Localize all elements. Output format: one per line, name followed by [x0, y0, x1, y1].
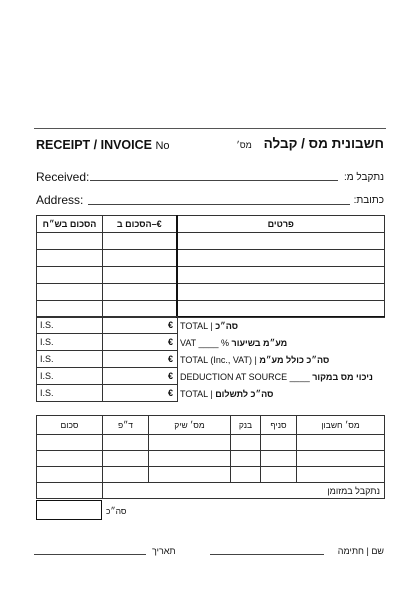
items-table [36, 215, 385, 318]
received-label-he: נתקבל מ: [343, 172, 384, 183]
totals-row [37, 385, 178, 402]
items-header-row [37, 216, 385, 233]
total-row: TOTAL | סה״כ [180, 321, 239, 331]
col-bank: בנק [231, 416, 261, 435]
table-row [37, 250, 385, 267]
total-to-pay-row: TOTAL | סה״כ לתשלום [180, 389, 274, 399]
totals-row [37, 368, 178, 385]
title-english [36, 138, 170, 152]
is-label[interactable]: I.S. [37, 385, 103, 402]
col-amount-ils: הסכום בש״ח [37, 216, 103, 233]
cash-label: נתקבל במזומן [103, 483, 385, 499]
col-details: פרטים [177, 216, 385, 233]
totals-table [36, 316, 178, 402]
address-label-en: Address: [36, 193, 84, 207]
signature-line[interactable] [210, 554, 324, 555]
date-line[interactable] [34, 554, 146, 555]
payment-header-row [37, 416, 385, 435]
received-label-en: Received: [36, 170, 90, 184]
title-en-text: RECEIPT / INVOICE [36, 138, 152, 152]
address-line[interactable] [88, 204, 350, 205]
table-row [37, 451, 385, 467]
totals-row [37, 334, 178, 351]
totals-row [37, 351, 178, 368]
col-check-no: מס׳ שיק [149, 416, 231, 435]
deduction-row: DEDUCTION AT SOURCE ____ ניכוי מס במקור [180, 372, 373, 382]
col-amount-eur: הסכום ב–€ [103, 216, 177, 233]
table-row [37, 284, 385, 301]
euro-symbol[interactable]: € [102, 351, 177, 368]
is-label[interactable]: I.S. [37, 317, 103, 334]
top-rule [34, 128, 386, 129]
euro-symbol[interactable]: € [102, 317, 177, 334]
col-account-no: מס׳ חשבון [297, 416, 385, 435]
table-row [37, 467, 385, 483]
is-label[interactable]: I.S. [37, 334, 103, 351]
cash-row [37, 483, 385, 499]
title-en-no: No [155, 140, 170, 152]
sum-box[interactable] [36, 500, 102, 520]
title-he-no: מס׳ [236, 140, 252, 150]
euro-symbol[interactable]: € [102, 334, 177, 351]
is-label[interactable]: I.S. [37, 351, 103, 368]
is-label[interactable]: I.S. [37, 368, 103, 385]
vat-row: VAT ____ % מע״מ בשיעור [180, 338, 288, 348]
col-date: ד״פ [103, 416, 149, 435]
euro-symbol[interactable]: € [102, 385, 177, 402]
title-he-text: חשבונית מס / קבלה [263, 136, 384, 151]
payment-table [36, 415, 385, 499]
totals-row [37, 317, 178, 334]
received-line[interactable] [90, 180, 338, 181]
title-hebrew [236, 136, 384, 151]
table-row [37, 435, 385, 451]
total-inc-vat-row: TOTAL (Inc., VAT) | סה״כ כולל מע״מ [180, 355, 330, 365]
sum-label: סה״כ [106, 506, 127, 516]
table-row [37, 267, 385, 284]
table-row [37, 233, 385, 250]
col-branch: סניף [261, 416, 297, 435]
table-row [37, 301, 385, 318]
date-label: תאריך [152, 546, 176, 556]
address-label-he: כתובת: [353, 195, 384, 206]
name-signature-label: שם | חתימה [337, 546, 384, 556]
totals-separator [178, 316, 385, 317]
col-sum: סכום [37, 416, 103, 435]
euro-symbol[interactable]: € [102, 368, 177, 385]
